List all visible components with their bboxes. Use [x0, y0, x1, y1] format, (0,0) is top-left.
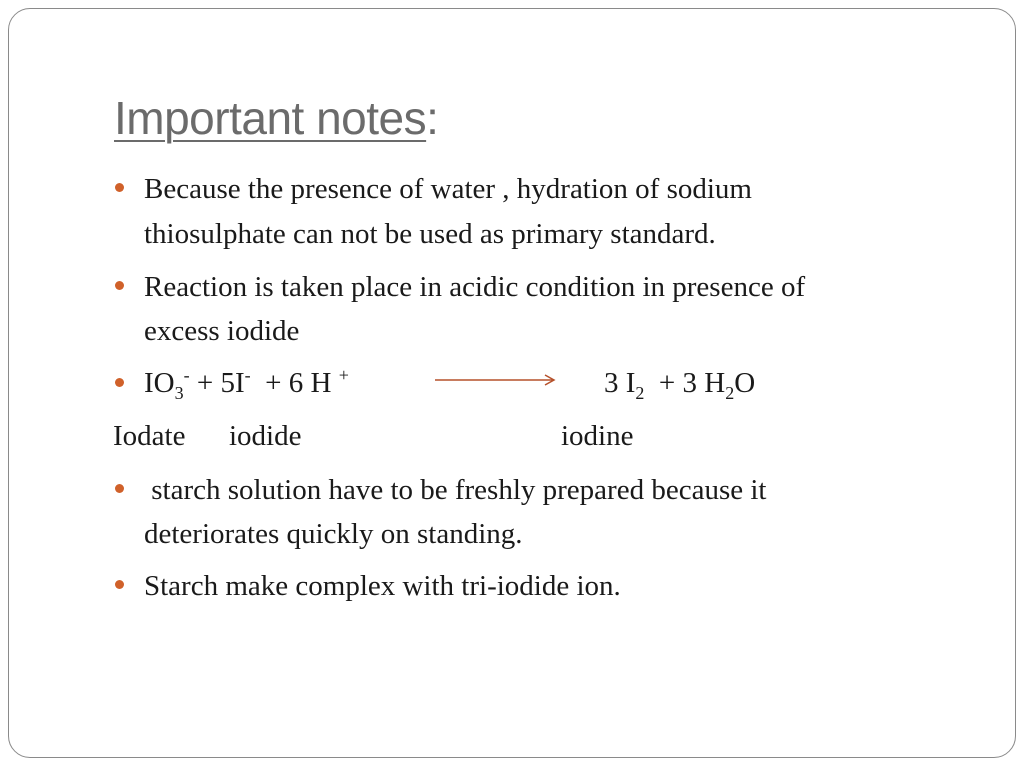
bullet-dot-3	[115, 378, 124, 387]
iodate-charge: -	[183, 365, 190, 385]
bullet-2-line-2: excess iodide	[144, 315, 300, 347]
equation-reactants	[144, 365, 349, 403]
bullet-1-line-2: thiosulphate can not be used as primary standard.	[144, 218, 716, 250]
hydrogen-term: + 6 H	[265, 367, 332, 399]
reaction-arrow-icon	[435, 373, 557, 387]
iodate-formula: IO	[144, 367, 175, 399]
slide-title	[114, 91, 438, 145]
bullet-dot-2	[115, 281, 124, 290]
bullet-dot-5	[115, 580, 124, 589]
water-oxygen: O	[734, 367, 756, 399]
label-iodate: Iodate	[113, 420, 186, 452]
bullet-dot-1	[115, 183, 124, 192]
bullet-4-line-2: deteriorates quickly on standing.	[144, 518, 523, 550]
water-subscript: 2	[725, 383, 735, 403]
bullet-1-line-1: Because the presence of water , hydration of sodium	[144, 173, 752, 205]
iodide-charge: -	[244, 365, 251, 385]
bullet-dot-4	[115, 484, 124, 493]
label-iodide: iodide	[229, 420, 302, 452]
label-iodine: iodine	[561, 420, 634, 452]
iodide-term: + 5I	[196, 367, 245, 399]
bullet-2-line-1: Reaction is taken place in acidic condition in presence of	[144, 271, 806, 303]
title-colon: :	[426, 92, 439, 144]
water-product: + 3 H	[658, 367, 726, 399]
bullet-4-line-1: starch solution have to be freshly prepared because it	[144, 474, 767, 506]
iodine-product: 3 I	[604, 367, 636, 399]
iodine-subscript: 2	[635, 383, 645, 403]
iodate-subscript: 3	[174, 383, 184, 403]
hydrogen-charge: +	[338, 365, 349, 385]
equation-products	[604, 366, 756, 403]
title-text: Important notes	[114, 92, 427, 144]
bullet-5-line-1: Starch make complex with tri-iodide ion.	[144, 570, 621, 602]
